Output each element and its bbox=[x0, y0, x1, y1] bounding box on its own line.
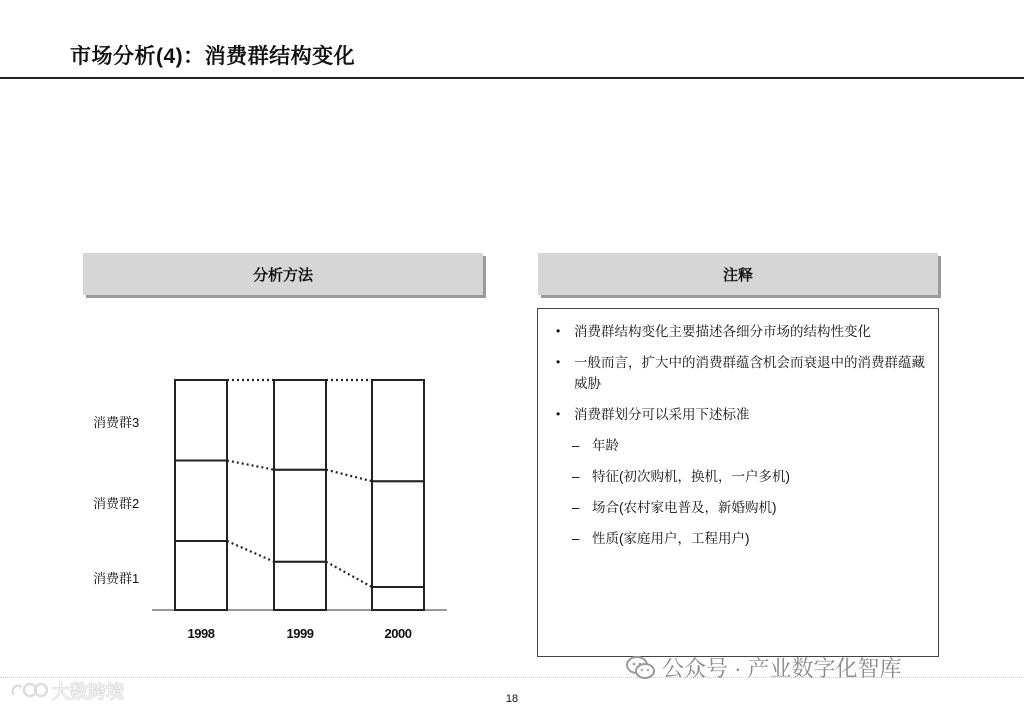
dash-marker: – bbox=[572, 469, 580, 484]
series-label: 消费群1 bbox=[93, 570, 140, 586]
year-tick-label: 2000 bbox=[384, 626, 412, 641]
note-sub-item bbox=[554, 466, 926, 487]
year-tick-label: 1999 bbox=[286, 626, 314, 641]
bar-segment-1 bbox=[175, 541, 227, 610]
bar-segment-1 bbox=[372, 587, 424, 610]
note-text: 特征(初次购机，换机，一户多机) bbox=[592, 469, 790, 484]
analysis-method-header: 分析方法 bbox=[83, 253, 483, 295]
series-label: 消费群3 bbox=[93, 415, 140, 431]
wechat-watermark bbox=[626, 652, 902, 683]
page-number: 18 bbox=[505, 693, 519, 705]
note-text: 性质(家庭用户，工程用户) bbox=[592, 531, 750, 546]
year-tick-label: 1998 bbox=[187, 626, 215, 641]
bar-segment-2 bbox=[274, 470, 326, 562]
note-sub-item bbox=[554, 528, 926, 549]
connector-line bbox=[227, 541, 274, 562]
note-text: 场合(农村家电普及，新婚购机) bbox=[592, 500, 777, 515]
notes-list bbox=[538, 309, 938, 549]
bar-segment-2 bbox=[175, 461, 227, 542]
dash-marker: – bbox=[572, 531, 580, 546]
connector-line bbox=[227, 461, 274, 470]
note-bullet-item bbox=[554, 321, 926, 342]
note-text: 一般而言，扩大中的消费群蕴含机会而衰退中的消费群蕴藏威胁 bbox=[574, 355, 925, 391]
notes-header: 注释 bbox=[538, 253, 938, 295]
page-title: 市场分析(4)：消费群结构变化 bbox=[70, 45, 356, 68]
note-sub-item bbox=[554, 435, 926, 456]
notes-box bbox=[537, 308, 939, 657]
note-sub-item bbox=[554, 497, 926, 518]
note-text: 年龄 bbox=[592, 438, 619, 453]
wechat-watermark-text: 公众号 · 产业数字化智库 bbox=[662, 656, 902, 681]
dash-marker: – bbox=[572, 500, 580, 515]
bar-segment-3 bbox=[274, 380, 326, 470]
dash-marker: – bbox=[572, 438, 580, 453]
bar-segment-2 bbox=[372, 481, 424, 587]
bar-segment-1 bbox=[274, 562, 326, 610]
wechat-icon bbox=[626, 655, 656, 681]
series-label: 消费群2 bbox=[93, 495, 140, 511]
note-bullet-item bbox=[554, 352, 926, 394]
bar-segment-3 bbox=[372, 380, 424, 481]
note-text: 消费群划分可以采用下述标准 bbox=[574, 407, 750, 422]
title-divider bbox=[0, 77, 1024, 79]
note-bullet-item bbox=[554, 404, 926, 425]
connector-line bbox=[326, 470, 372, 482]
logo-watermark-text: 大数跨境 bbox=[52, 682, 124, 702]
bar-segment-3 bbox=[175, 380, 227, 461]
connector-line bbox=[326, 562, 372, 587]
note-text: 消费群结构变化主要描述各细分市场的结构性变化 bbox=[574, 324, 871, 339]
